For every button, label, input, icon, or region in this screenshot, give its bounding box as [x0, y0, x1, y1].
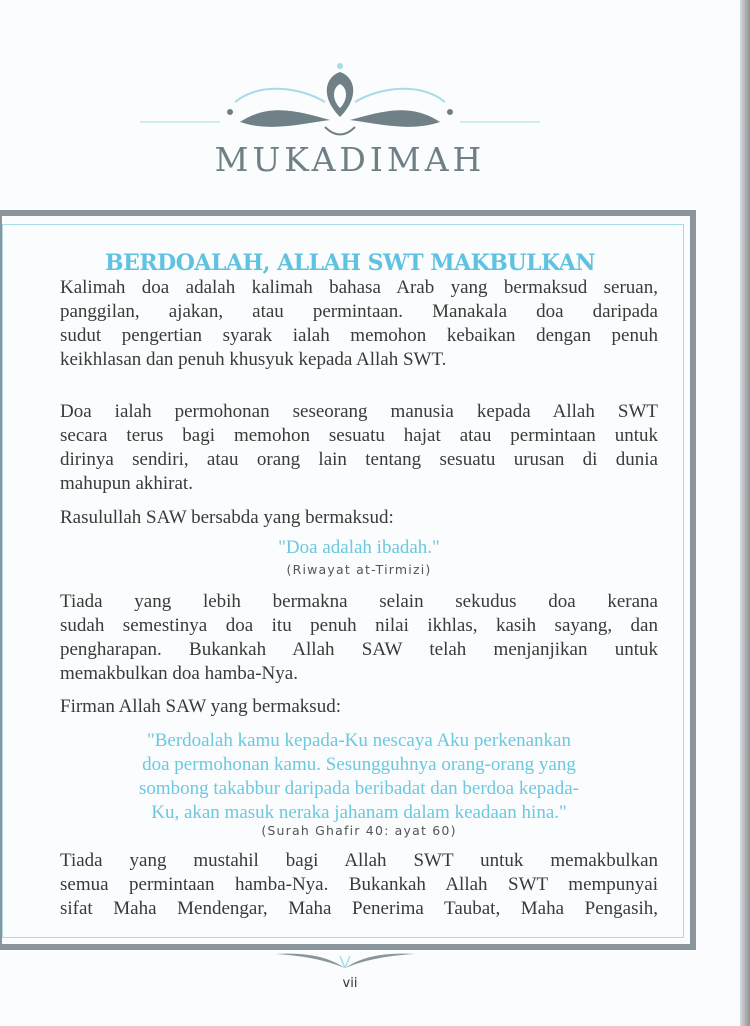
verse-quote-line: Ku, akan masuk neraka jahanam dalam keadaan hina." [151, 802, 567, 823]
paragraph-line: Doa ialah permohonan seseorang manusia kepada Allah SWT [60, 401, 658, 422]
paragraph-line: pengharapan. Bukankah Allah SAW telah menjanjikan untuk [60, 639, 658, 660]
paragraph-line: secara terus bagi memohon sesuatu hajat atau permintaan untuk [60, 425, 658, 446]
chapter-title: MUKADIMAH [214, 140, 486, 179]
paragraph-line: Tiada yang mustahil bagi Allah SWT untuk memakbulkan [60, 850, 658, 871]
hadith-quote: "Doa adalah ibadah." [278, 537, 440, 558]
paragraph-line: sudut pengertian syarak ialah memohon kebaikan dengan penuh [60, 325, 658, 346]
paragraph-line: panggilan, ajakan, atau permintaan. Manakala doa daripada [60, 301, 658, 322]
page-number: vii [342, 976, 358, 991]
verse-quote-line: doa permohonan kamu. Sesungguhnya orang-orang yang [142, 754, 576, 775]
paragraph-line: keikhlasan dan penuh khusyuk kepada Allah SWT. [60, 349, 447, 370]
paragraph-line: dirinya sendiri, atau orang lain tentang sesuatu urusan di dunia [60, 449, 658, 470]
page-edge [740, 0, 750, 1026]
bottom-ornament-icon [270, 952, 420, 972]
paragraph-line: Rasulullah SAW bersabda yang bermaksud: [60, 507, 394, 528]
paragraph-line: Firman Allah SAW yang bermaksud: [60, 696, 341, 717]
hadith-reference: (Riwayat at-Tirmizi) [286, 562, 432, 577]
floral-ornament-icon [140, 62, 540, 142]
verse-reference: (Surah Ghafir 40: ayat 60) [261, 823, 457, 838]
paragraph-line: sudah semestinya doa itu penuh nilai ikhlas, kasih sayang, dan [60, 615, 658, 636]
paragraph-line: sifat Maha Mendengar, Maha Penerima Taubat, Maha Pengasih, [60, 898, 658, 919]
paragraph-line: Tiada yang lebih bermakna selain sekudus doa kerana [60, 591, 658, 612]
paragraph-line: semua permintaan hamba-Nya. Bukankah Allah SWT mempunyai [60, 874, 658, 895]
verse-quote-line: sombong takabbur daripada beribadat dan berdoa kepada- [139, 778, 579, 799]
paragraph-line: mahupun akhirat. [60, 473, 193, 494]
paragraph-line: memakbulkan doa hamba-Nya. [60, 663, 298, 684]
paragraph-line: Kalimah doa adalah kalimah bahasa Arab yang bermaksud seruan, [60, 277, 658, 298]
section-heading: BERDOALAH, ALLAH SWT MAKBULKAN [105, 250, 595, 276]
verse-quote-line: "Berdoalah kamu kepada-Ku nescaya Aku perkenankan [146, 730, 571, 751]
